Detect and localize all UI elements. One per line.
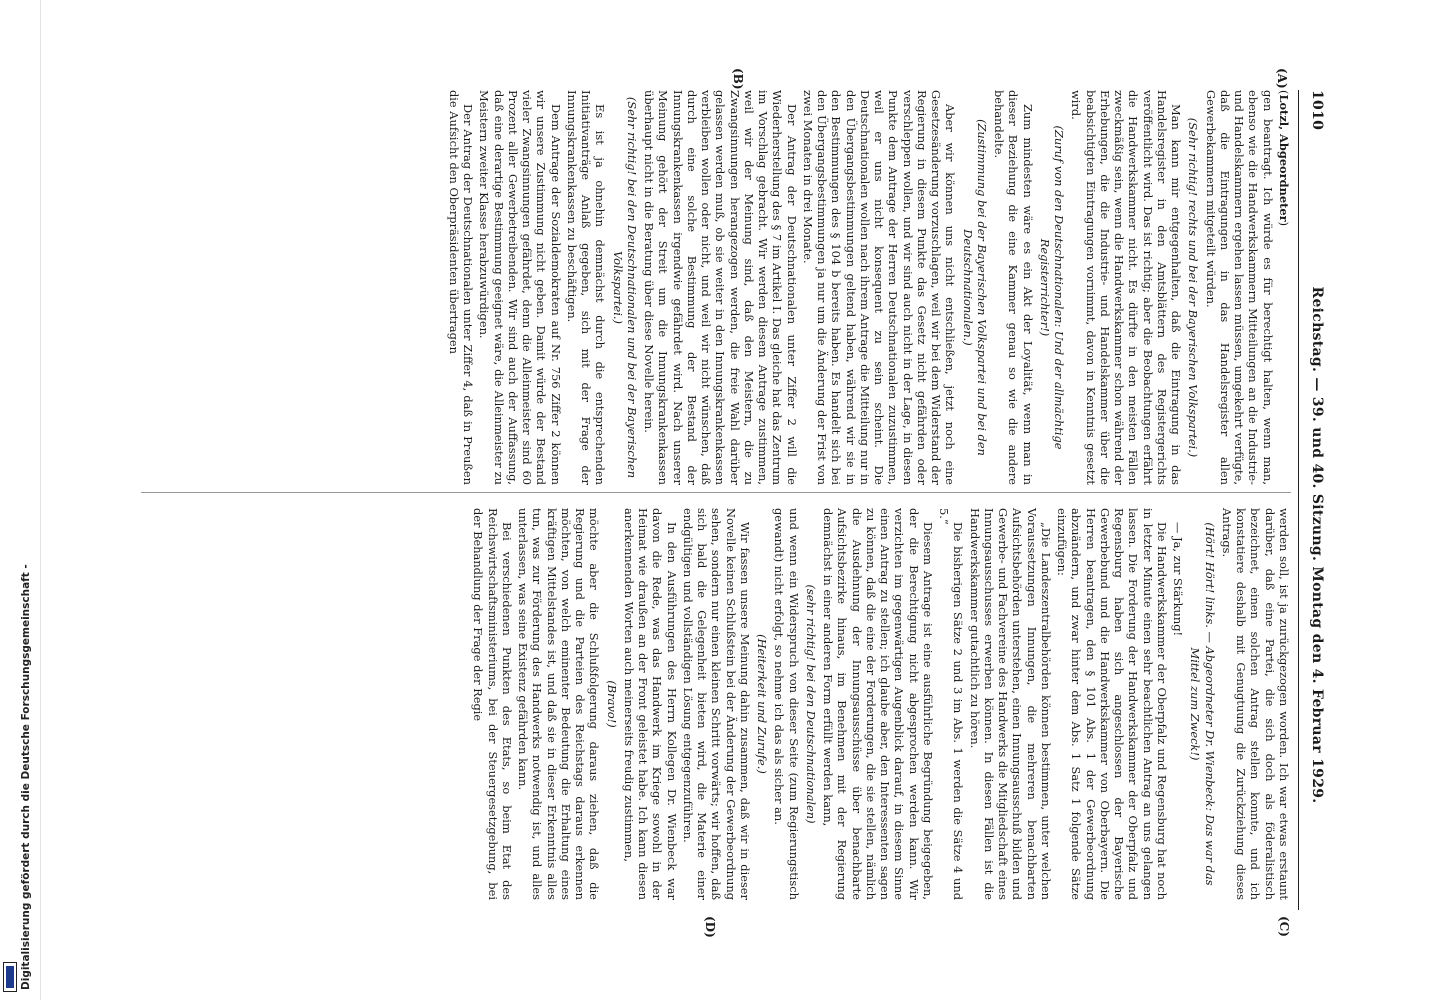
paragraph: möchte aber die Schlußfolgerung daraus ziehen, daß die Regierung und die Parteien des Reichstags daraus erkennen möchten, von welch eminenter Bedeutung die Erhaltung eines kräftigen Mittelstandes ist, und daß sie in dieser Erkenntnis alles tun, was zur Förderung des Handwerks notwendig ist, und alles unterlassen, was seine Existenz gefährden kann. [516, 508, 602, 900]
paragraph: Aber wir können uns nicht entschließen, jetzt noch eine Gesetzesänderung vorzuschlagen, weil wir bei dem Widerstand der Regierung in diesem Punkte das Gesetz nicht gefährden oder verschleppen wollen, und wir sind auch nicht in der Lage, in diesen Punkte dem Antrage der Herren Deutschnationalen zuzustimmen, weil er uns nicht konsequent zu sein scheint. Die Deutschnationalen wollen nach ihrem Antrage die Mitteilung nur in den Übergangsbestimmungen geltend haben, während wir sie in den Bestimmungen des § 104 b bereits haben. Es handelt sich bei den Übergangsbestimmungen ja nur um die Änderung der Frist von zwei Monaten in drei Monate. [801, 90, 958, 485]
page-number: 1010 [1309, 90, 1325, 131]
interjection: (Heiterkeit und Zurufe.) [755, 634, 770, 774]
paragraph: und wenn ein Widerspruch von dieser Seite (zum Regierungstisch gewandt) nicht erfolgt, so nehme ich das als sicher an. [772, 508, 801, 900]
quoted-paragraph: „Die Landeszentralbehörden können bestimmen, unter welchen Voraussetzungen Innungen, die mehreren benachbarten Aufsichtsbehörden unterstehen, einen Innungsausschuß bilden und Gewerbe- und Fachvereine des Handwerks die Mitgliedschaft eines Innungsausschusses erwerben können. In diesen Fällen ist die Handwerkskammer gutachtlich zu hören. [967, 508, 1053, 900]
paragraph: Der Antrag der Deutschnationalen unter Ziffer 2 will die Wiederherstellung des § 7 im Artikel I. Das gleiche hat das Zentrum im Vorschlag gebracht. Wir werden diesem Antrage zustimmen, weil wir der Meinung sind, daß den Meistern, die zu Zwangsinnungen herangezogen werden, die freie Wahl darüber gelassen werden muß, ob sie weiter in den Innungskrankenkassen verbleiben wollen oder nicht, und weil wir nicht wünschen, daß durch eine solche Bestimmung der Bestand der Innungskrankenkassen irgendwie gefährdet wird. Nach unserer Meinung gehört der Streit um die Innungskrankenkassen überhaupt nicht in die Beratung über diese Novelle herein. [642, 90, 799, 485]
interjection: (sehr richtig! bei den Deutschnationalen) [804, 584, 818, 824]
page-title: Reichstag. — 39. und 40. Sitzung. Montag den 4. Februar 1929. [1309, 286, 1325, 804]
dfg-footer [0, 0, 41, 1000]
paragraph: gen beantragt. Ich würde es für berechtigt halten, wenn man, ebenso wie die Handwerkskammern Mitteilungen an die Industrie- und Handelskammern ergehen lassen müssen, umgekehrt verfügte, daß die Eintragungen in das Handelsregister allen Gewerbekammern mitgeteilt würden. [1203, 90, 1275, 485]
paragraph: Zum mindesten wäre es ein Akt der Loyalität, wenn man in dieser Beziehung die eine Kammer genau so wie die andere behandelte. [992, 90, 1035, 485]
right-column [131, 508, 1291, 900]
interjection: (Bravo!) [604, 680, 619, 728]
interjection: (Zuruf von den Deutschnationalen: Und der allmächtige Registerrichter!) [1038, 125, 1067, 450]
paragraph: Es ist ja ohnehin demnächst durch die entsprechenden Initiativanträge Anlaß gegeben, sich mit der Frage der Innungskrankenkassen zu beschäftigen. [565, 90, 608, 485]
footer-text: Digitalisierung gefördert durch die Deutsche Forschungsgemeinschaft - [20, 564, 32, 990]
paragraph: Dem Antrage der Sozialdemokraten auf Nr. 756 Ziffer 2 können wir unsere Zustimmung nicht geben. Damit würde der Bestand vieler Zwangsinnungen gefährdet, denn die Alleinmeister sind 60 Prozent aller Gewerbetreibenden. Wir sind auch der Auffassung, daß eine derartige Bestimmung geeignet wäre, die Alleinmeister zu Meistern zweiter Klasse herabzuwürdigen. [477, 90, 563, 485]
margin-mark-b: (B) [731, 68, 745, 90]
column-divider [141, 492, 1291, 493]
paragraph: Diesem Antrage ist eine ausführliche Begründung beigegeben, der die Berechtigung nicht abgesprochen werden kann. Wir verzichten im gegenwärtigen Augenblick darauf, in diesem Sinne einen Antrag zu stellen; ich glaube aber, den Interessenten sagen zu können, daß die eine der Forderungen, die sie stellen, nämlich die Ausdehnung der Innungsausschüsse über benachbarte Aufsichtsbezirke hinaus, im Benehmen mit der Regierung demnächst in einer anderen Form erfüllt werden kann, [821, 508, 935, 900]
paragraph: Bei verschiedenen Punkten des Etats, so beim Etat des Reichswirtschaftsministeriums, bei der Steuergesetzgebung, bei der Behandlung der Frage der Regie [471, 508, 514, 900]
interjection: (Hört! Hört! links. — Abgeordneter Dr. Wienbeck: Das war das Mittel zum Zweck!) [1188, 522, 1217, 886]
document-page [85, 68, 1325, 938]
interjection: (Sehr richtig! bei den Deutschnationalen und bei der Bayerischen Volkspartei.) [610, 96, 639, 479]
interjection: (Zustimmung bei der Bayerischen Volkspartei und bei den Deutschnationalen.) [960, 119, 989, 456]
dfg-logo-icon [3, 962, 17, 992]
paragraph: Die Handwerkskammer der Oberpfalz und Regensburg hat noch in letzter Minute einen sehr beachtlichen Antrag an uns gelangen lassen. Die Forderung der Handwerkskammer der Oberpfalz und Regensburg haben sich angeschlossen der Bayerische Gewerbebund und die Handwerkskammer von Oberbayern. Die Herren beantragen, den § 101 Abs. 1 der Gewerbeordnung abzuändern, und zwar hinter dem Abs. 1 Satz 1 folgende Sätze einzufügen: [1055, 508, 1169, 900]
paragraph: In den Ausführungen des Herrn Kollegen Dr. Wienbeck war davon die Rede, was das Handwerk im Kriege sowohl in der Heimat wie draußen an der Front geleistet habe. Ich kann diesen anerkennenden Worten auch meinerseits freudig zustimmen, [622, 508, 679, 900]
paragraph: Wir fassen unsere Meinung dahin zusammen, daß wir in dieser Novelle keinen Schlußstein bei der Änderung der Gewerbeordnung sehen, sondern nur einen kleinen Schritt vorwärts; wir hoffen, daß sich bald die Gelegenheit bieten wird, die Materie einer endgültigen und vollständigen Lösung entgegenzuführen. [681, 508, 752, 900]
margin-mark-d: (D) [703, 916, 717, 938]
quoted-paragraph: Die bisherigen Sätze 2 und 3 im Abs. 1 werden die Sätze 4 und 5.“ [937, 508, 966, 900]
margin-mark-a: (A) [1275, 68, 1289, 89]
paragraph: Man kann mir entgegenhalten, daß die Eintragung in das Handelsregister in den Amtsblättern des Registergerichts veröffentlicht wird. Das ist richtig; aber die Beobachtungen erfährt die Handwerkskammer nicht. Es dürfte in den meisten Fällen zweckmäßig sein, wenn die Handwerkskammer schon während der Erhebungen, die die Industrie- und Handelskammer über die beabsichtigten Eintragungen vornimmt, davon in Kenntnis gesetzt wird. [1069, 90, 1184, 485]
paragraph: — Ja, zur Stärkung! [1171, 522, 1186, 637]
speaker-line: (Lotzl, Abgeordneter) [1277, 90, 1291, 227]
left-column [131, 90, 1291, 485]
page-header [1298, 90, 1325, 910]
margin-mark-c: (C) [1277, 916, 1291, 937]
interjection: (Sehr richtig! rechts und bei der Bayerischen Volkspartei.) [1186, 117, 1201, 458]
paragraph: Der Antrag der Deutschnationalen unter Ziffer 4, daß in Preußen die Aufsicht den Oberpräsidenten übertragen [447, 90, 476, 485]
paragraph: werden soll, ist ja zurückgezogen worden. Ich war etwas erstaunt darüber, daß eine Partei, die sich doch als föderalistisch bezeichnet, einen solchen Antrag stellen konnte, und ich konstatiere deshalb mit Genugtuung die Zurückziehung dieses Antrags. [1220, 508, 1291, 900]
